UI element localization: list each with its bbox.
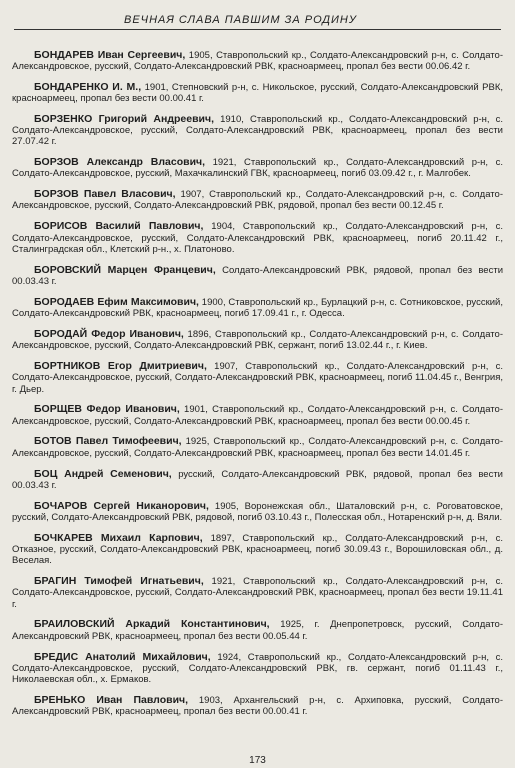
entry-details: 1921, Ставропольский кр., Солдато-Александровский р-н, с. Солдато-Александровское, русский, Махачкалинский ГВК, красноармеец, погиб 03.09.42 г., г. Малгобек. [12,157,503,180]
entry-name: БОРОВСКИЙ Марцен Францевич, [34,263,216,276]
entry-details: 1907, Ставропольский кр., Солдато-Александровский р-н, с. Солдато-Александровское, русский, Солдато-Александровский РВК, красноармеец, погиб 11.04.45 г., Венгрия, г. Дьер. [12,360,503,395]
entry [12,265,503,288]
entry [12,533,503,567]
entry-name: БОЧКАРЕВ Михаил Карпович, [34,531,203,544]
entry [12,576,503,610]
entry-details: 1901, Ставропольский кр., Солдато-Александровский р-н, с. Солдато-Александровское, русский, Солдато-Александровский РВК, красноармеец, пропал без вести 00.00.45 г. [12,404,503,427]
entry-name: БОРЗОВ Александр Власович, [34,156,206,169]
entry-details: 1905, Ставропольский кр., Солдато-Александровский р-н, с. Солдато-Александровское, русский, Солдато-Александровский РВК, красноармеец, пропал без вести 00.06.42 г. [12,49,503,72]
entry-name: БОНДАРЕВ Иван Сергеевич, [34,48,186,61]
entry-list [12,40,503,722]
entry-name: БОРОДАЙ Федор Иванович, [34,327,184,340]
entry [12,157,503,180]
entry-name: БОРТНИКОВ Егор Дмитриевич, [34,359,207,372]
page-number: 173 [249,755,266,766]
entry [12,361,503,395]
entry-name: БОРЗЕНКО Григорий Андреевич, [34,112,215,125]
entry-name: БРЕНЬКО Иван Павлович, [34,693,189,706]
entry-details: русский, Солдато-Александровский РВК, рядовой, пропал без вести 00.03.43 г. [12,468,503,491]
entry-details: 1924, Ставропольский кр., Солдато-Александровский р-н, с. Солдато-Александровское, русский, Солдато-Александровский РВК, гв. сержант, погиб 01.11.43 г., Николаевская обл., х. Ермаков. [12,651,503,686]
entry-name: БОРЩЕВ Федор Иванович, [34,403,180,416]
entry [12,82,503,105]
entry [12,114,503,148]
entry-details: 1910, Ставропольский кр., Солдато-Александровский р-н, с. Солдато-Александровское, русский, Солдато-Александровский РВК, красноармеец, пропал без вести 27.07.42 г. [12,113,503,148]
entry-name: БОРЗОВ Павел Власович, [34,188,176,201]
entry-details: 1925, Ставропольский кр., Солдато-Александровский р-н, с. Солдато-Александровское, русский, Солдато-Александровский РВК, красноармеец, пропал без вести 14.01.45 г. [12,436,504,459]
entry-details: 1907, Ставропольский кр., Солдато-Александровский р-н, с. Солдато-Александровское, русский, Солдато-Александровский РВК, рядовой, пропал без вести 00.12.45 г. [12,189,503,212]
entry-details: 1896, Ставропольский кр., Солдато-Александровский р-н, с. Солдато-Александровское, русский, Солдато-Александровский РВК, сержант, погиб 13.02.44 г., г. Киев. [12,328,503,352]
entry [12,501,503,524]
entry-name: БОТОВ Павел Тимофеевич, [34,435,182,448]
entry-details: 1900, Ставропольский кр., Бурлацкий р-н, с. Сотниковское, русский, Солдато-Александровский РВК, красноармеец, погиб 17.09.41 г., г. Одесса. [12,296,503,320]
entry [12,619,503,642]
entry-details: 1901, Степновский р-н, с. Никольское, русский, Солдато-Александровский РВК, красноармеец, пропал без вести 00.00.41 г. [12,81,503,104]
entry-details: 1925, г. Днепропетровск, русский, Солдато-Александровский РВК, красноармеец, пропал без вести 00.05.44 г. [12,619,504,642]
entry-name: БРЕДИС Анатолий Михайлович, [34,650,211,663]
entry [12,221,503,255]
entry-details: 1904, Ставропольский кр., Солдато-Александровский р-н, с. Солдато-Александровское, русский, Солдато-Александровский РВК, красноармеец, погиб 20.11.42 г., Сталинградская обл., Клетский р-н., х. Платоново. [12,221,503,255]
entry-name: БРАГИН Тимофей Игнатьевич, [34,575,204,588]
entry [12,297,503,320]
entry-details: 1921, Ставропольский кр., Солдато-Александровский р-н, с. Солдато-Александровское, русский, Солдато-Александровский РВК, красноармеец, пропал без вести 19.11.41 г. [12,576,503,610]
entry-name: БОРИСОВ Василий Павлович, [34,220,204,233]
entry-name: БОЦ Андрей Семенович, [34,467,172,480]
entry [12,652,503,686]
entry [12,469,503,492]
entry-name: БОЧАРОВ Сергей Никанорович, [34,499,209,512]
running-header: ВЕЧНАЯ СЛАВА ПАВШИМ ЗА РОДИНУ [14,14,501,30]
entry-name: БОНДАРЕНКО И. М., [34,80,142,93]
entry [12,50,503,73]
entry [12,695,503,718]
entry-details: 1897, Ставропольский кр., Солдато-Александровский р-н, с. Отказное, русский, Солдато-Александровский РВК, красноармеец, погиб 30.09.43 г., Ворошиловская обл., д. Веселая. [12,532,503,567]
entry-details: Солдато-Александровский РВК, рядовой, пропал без вести 00.03.43 г. [12,264,503,287]
entry-details: 1903, Архангельский р-н, с. Архиповка, русский, Солдато-Александровский РВК, красноармеец, пропал без вести 00.00.41 г. [12,694,503,718]
entry-name: БОРОДАЕВ Ефим Максимович, [34,295,199,308]
entry [12,436,503,459]
entry [12,404,503,427]
entry [12,189,503,212]
entry-name: БРАИЛОВСКИЙ Аркадий Константинович, [34,618,270,631]
entry [12,329,503,352]
entry-details: 1905, Воронежская обл., Шаталовский р-н, с. Роговатовское, русский, Солдато-Александровский РВК, рядовой, погиб 03.10.43 г., Полесская обл., Нотаренский р-н, д. Вяли. [12,500,503,523]
